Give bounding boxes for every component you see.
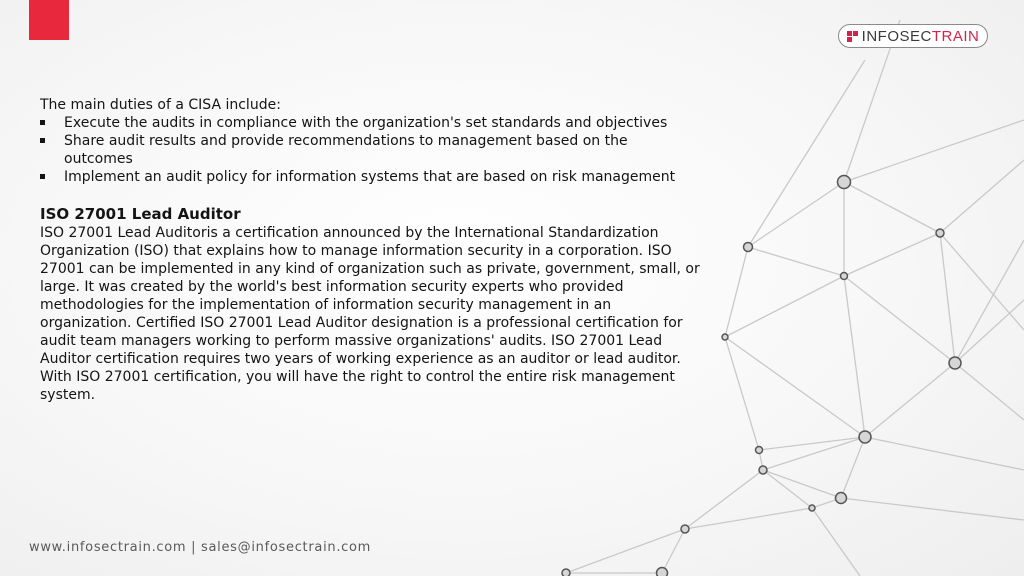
list-item: Share audit results and provide recommendations to management based on the outcomes xyxy=(40,132,700,168)
cisa-duties-list xyxy=(40,114,700,186)
main-content xyxy=(40,96,700,404)
infosectrain-logo xyxy=(838,24,988,48)
list-item: Implement an audit policy for information systems that are based on risk management xyxy=(40,168,700,186)
logo-text-suffix: TRAIN xyxy=(931,27,980,45)
cisa-intro: The main duties of a CISA include: xyxy=(40,97,281,113)
square-bullet-icon xyxy=(40,174,45,179)
section-heading: ISO 27001 Lead Auditor xyxy=(40,205,241,223)
square-bullet-icon xyxy=(40,138,45,143)
logo-mark-icon xyxy=(847,31,858,42)
square-bullet-icon xyxy=(40,120,45,125)
footer-contact: www.infosectrain.com | sales@infosectrain.com xyxy=(29,540,372,555)
section-body: ISO 27001 Lead Auditoris a certification announced by the International Standardization Organization (ISO) that explains how to manage information security in a corporation. ISO 27001 can be implemented in any kind of organization such as private, government, small, or large. It was created by the world's best information security experts who provided methodologies for the implementation of information security management in an organization. Certified ISO 27001 Lead Auditor designation is a professional certification for audit team managers working to perform massive organizations' audits. ISO 27001 Lead Auditor certification requires two years of working experience as an auditor or lead auditor. With ISO 27001 certification, you will have the right to control the entire risk management system. xyxy=(40,225,700,403)
list-item: Execute the audits in compliance with the organization's set standards and objectives xyxy=(40,114,700,132)
logo-text-prefix: INFOSEC xyxy=(861,27,932,45)
